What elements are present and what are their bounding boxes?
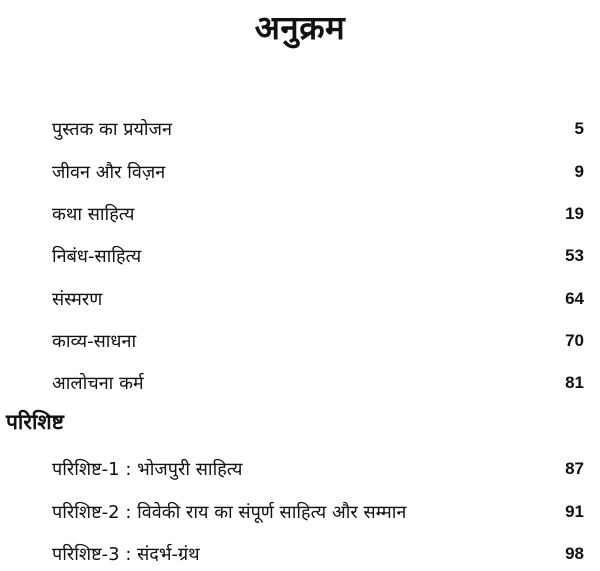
appendix-entry-page: 98 — [565, 544, 584, 563]
toc-entry — [52, 284, 584, 314]
toc-entry — [52, 199, 584, 229]
appendix-entry-label: परिशिष्ट-1 : भोजपुरी साहित्य — [52, 459, 243, 480]
toc-entry-page: 64 — [565, 289, 584, 308]
toc-entry — [52, 114, 584, 144]
toc-entry — [52, 326, 584, 356]
appendix-entry — [52, 454, 584, 484]
appendix-entry-label: परिशिष्ट-2 : विवेकी राय का संपूर्ण साहित्य और सम्मान — [52, 502, 407, 523]
toc-entry — [52, 241, 584, 271]
toc-entry-label: संस्मरण — [52, 289, 103, 310]
page-title: अनुक्रम — [254, 8, 346, 47]
appendix-entry — [52, 539, 584, 569]
appendix-entry-page: 87 — [565, 459, 584, 478]
toc-entry-page: 70 — [565, 331, 584, 350]
toc-entry-label: आलोचना कर्म — [52, 373, 144, 394]
toc-entry-page: 5 — [574, 119, 584, 138]
appendix-entry-page: 91 — [565, 502, 584, 521]
toc-entry — [52, 157, 584, 187]
toc-entry — [52, 368, 584, 398]
toc-entry-page: 53 — [565, 246, 584, 265]
toc-entry-page: 19 — [565, 204, 584, 223]
toc-entry-label: निबंध-साहित्य — [52, 246, 142, 267]
appendix-entry-label: परिशिष्ट-3 : संदर्भ-ग्रंथ — [52, 544, 200, 565]
toc-entry-label: काव्य-साधना — [52, 331, 137, 352]
toc-entry-label: जीवन और विज़न — [52, 162, 166, 183]
appendix-heading: परिशिष्ट — [6, 410, 64, 434]
toc-entry-label: कथा साहित्य — [52, 204, 135, 225]
toc-entry-page: 9 — [574, 162, 584, 181]
toc-entry-label: पुस्तक का प्रयोजन — [52, 119, 172, 140]
appendix-entry — [52, 497, 584, 527]
toc-entry-page: 81 — [565, 373, 584, 392]
